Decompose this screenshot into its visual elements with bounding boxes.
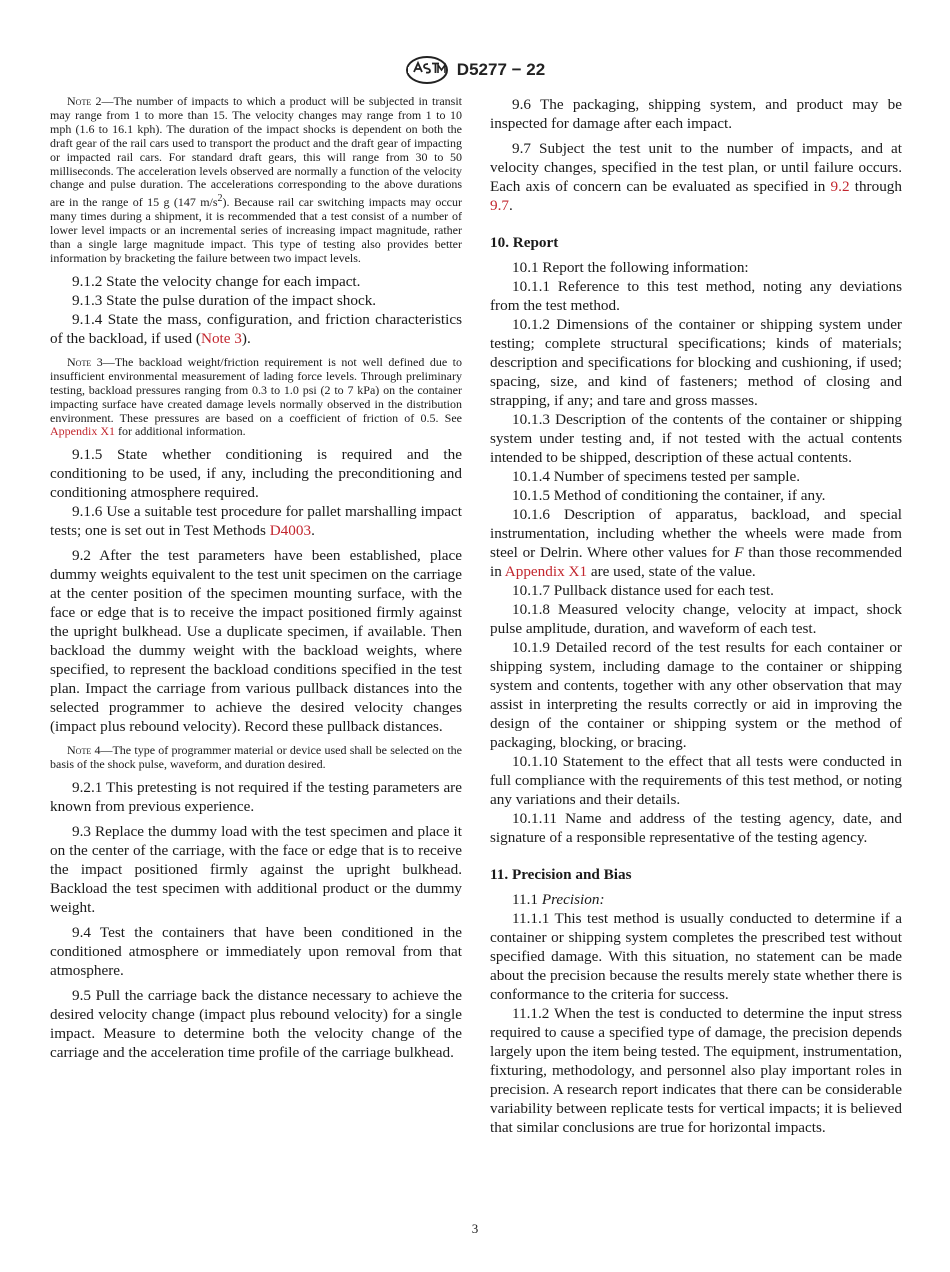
para-9-1-3: 9.1.3 State the pulse duration of the impact shock. — [72, 291, 377, 309]
para-9-6: 9.6 The packaging, shipping system, and product may be inspected for damage after each impact. — [490, 96, 902, 132]
para-text-end: are used, state of the value. — [587, 563, 756, 580]
para-9-2: 9.2 After the test parameters have been established, place dummy weights equivalent to the test unit specimen on the carriage at the center position of the specimen mounting surface, with the face or edge that is to receive the impact positioned firmly against the upright bulkhead. Use a duplicate specimen, if available. Then backload the dummy weight with the backload weights, where specified, to represent the backload conditions specified in the test plan. Impact the carriage from various pullback distances into the selected programmer to achieve the desired velocity changes (impact plus rebound velocity). Record these pullback distances. — [50, 547, 462, 736]
section-9-7-link[interactable]: 9.7 — [490, 197, 509, 214]
para-10-1-11: 10.1.11 Name and address of the testing agency, date, and signature of a responsible representative of the testing agency. — [490, 810, 902, 846]
para-text-end: . — [311, 522, 315, 540]
para-text: 9.7 Subject the test unit to the number of impacts, and at velocity changes, specified in the test plan, or until failure occurs. Each axis of concern can be evaluated as specified in — [490, 140, 902, 195]
astm-logo-icon — [405, 54, 449, 86]
left-column — [50, 95, 462, 1062]
note-3-link[interactable]: Note 3 — [200, 329, 242, 347]
para-10-1-5: 10.1.5 Method of conditioning the container, if any. — [512, 487, 826, 504]
para-text-end: ). — [241, 329, 251, 347]
para-text-end: . — [508, 197, 513, 214]
precision-label: Precision: — [541, 891, 605, 908]
superscript: 2 — [217, 193, 223, 205]
para-10-1: 10.1 Report the following information: — [512, 259, 749, 276]
para-11-1-1: 11.1.1 This test method is usually conducted to determine if a container or shipping system completes the prescribed test without specified damage. With this situation, no statement can be made about the precision because the results merely state whether there is conformance to the criteria for success. — [490, 910, 902, 1003]
para-10-1-6 — [490, 505, 902, 581]
note-label: Note — [67, 94, 92, 108]
para-10-1-2: 10.1.2 Dimensions of the container or shipping system under testing; complete structural specifications; kinds of materials; description and specifications for blocking and cushioning, if used; spacing, size, and kind of fasteners; method of closing and strapping, if any; and tare and gross masses. — [490, 316, 902, 409]
note-4 — [50, 744, 462, 772]
para-text: 9.1.6 Use a suitable test procedure for pallet marshalling impact tests; one is set out in Test Methods — [50, 503, 462, 540]
para-10-1-10: 10.1.10 Statement to the effect that all tests were conducted in full compliance with the requirements of this test method, or noting any variations and their details. — [490, 753, 902, 808]
para-9-5: 9.5 Pull the carriage back the distance necessary to achieve the desired velocity change (impact plus rebound velocity) for a single impact. Measure to determine both the velocity change of the carriage and the acceleration time profile of the carriage bulkhead. — [50, 987, 462, 1062]
note-3-text: 3—The backload weight/friction requirement is not well defined due to insufficient environmental measurement of lading force levels. Through preliminary testing, backload pressures ranging from 0.3 to 1.0 psi (2 to 7 kPa) on the container impacting surface have created damage levels normally observed in the distribution environment. These pressures are based on a coefficient of friction of 0.5. See — [50, 354, 462, 425]
para-text-mid: through — [849, 178, 902, 195]
appendix-x1-link[interactable]: Appendix X1 — [50, 424, 115, 439]
para-10-1-3: 10.1.3 Description of the contents of the container or shipping system under testing and, if not tested with the actual contents intended to be shipped, description of these actual contents. — [490, 411, 902, 466]
para-11-1 — [490, 890, 902, 909]
note-label: Note — [67, 743, 92, 758]
page-header — [0, 54, 950, 86]
para-10-1-7: 10.1.7 Pullback distance used for each test. — [512, 582, 774, 599]
para-9-1-6 — [50, 502, 462, 540]
right-column — [490, 95, 902, 1137]
note-3 — [50, 356, 462, 439]
document-designation: D5277 − 22 — [456, 60, 546, 79]
italic-f: F — [734, 544, 744, 561]
section-10-heading: 10. Report — [490, 234, 559, 251]
para-9-1-4 — [50, 310, 462, 348]
note-label: Note — [67, 354, 92, 369]
note-2-text: 2—The number of impacts to which a product will be subjected in transit may range from 1 to more than 15. The velocity changes may range from 1 to 10 mph (1.6 to 16.1 kph). The duration of the impact shocks is dependent on both the draft gear of the rail cars used to transport the product and the draft gear of impacting or impacted rail cars. For standard draft gears, this will range from 30 to 50 milliseconds. The acceleration levels observed are normally a function of the velocity change and pulse duration. The accelerations corresponding to the above durations are in the range of 15 g (147 m/s — [50, 94, 462, 210]
para-11-1-2: 11.1.2 When the test is conducted to determine the input stress required to cause a specified type of damage, the precision depends largely upon the item being tested. The equipment, instrumentation, fixturing, methodology, and personnel also play important roles in precision. A research report indicates that there can be considerable variability between replicate tests for vertical impacts; it is believed that similar conclusions are true for horizontal impacts. — [490, 1005, 902, 1136]
para-9-1-5: 9.1.5 State whether conditioning is required and the conditioning to be used, if any, including the preconditioning and conditioning atmosphere required. — [50, 446, 462, 502]
section-11-heading: 11. Precision and Bias — [490, 866, 632, 883]
para-9-4: 9.4 Test the containers that have been conditioned in the conditioned atmosphere or immediately upon removal from that atmosphere. — [50, 924, 462, 980]
para-10-1-9: 10.1.9 Detailed record of the test results for each container or shipping system, including damage to the container or shipping system and contents, together with any other observation that may assist in interpreting the results correctly or aid in improving the design of the container or shipping system or the method of packaging, blocking, or bracing. — [490, 639, 902, 751]
note-4-text: 4—The type of programmer material or device used shall be selected on the basis of the shock pulse, waveform, and duration desired. — [50, 743, 462, 772]
note-2 — [50, 95, 462, 266]
para-10-1-1: 10.1.1 Reference to this test method, noting any deviations from the test method. — [490, 278, 902, 314]
note-3-text-end: for additional information. — [115, 424, 246, 439]
note-2-text-end: ). Because rail car switching impacts may occur many times during a shipment, it is recommended that a test consist of a number of lower level impacts or an incremental series of increasing impact magnitude, rather than a single large magnitude impact. This type of testing also provides better information by bracketing the failure between two impact levels. — [50, 195, 462, 265]
para-text: 10.1.6 Description of apparatus, backload, and special instrumentation, including whether the wheels were made from steel or Delrin. Where other values for — [490, 506, 902, 561]
page-number: 3 — [471, 1221, 479, 1236]
para-text: 9.1.4 State the mass, configuration, and friction characteristics of the backload, if used ( — [50, 310, 462, 347]
para-9-3: 9.3 Replace the dummy load with the test specimen and place it on the center of the carriage, with the face or edge that is to receive the impact positioned firmly against the upright bulkhead. Backload the test specimen with additional product or the dummy weight. — [50, 823, 462, 917]
para-10-1-8: 10.1.8 Measured velocity change, velocity at impact, shock pulse amplitude, duration, and waveform of each test. — [490, 601, 902, 637]
para-number: 11.1 — [512, 891, 542, 908]
para-9-7 — [490, 139, 902, 215]
appendix-x1-link[interactable]: Appendix X1 — [504, 563, 588, 580]
d4003-link[interactable]: D4003 — [269, 522, 312, 540]
para-10-1-4: 10.1.4 Number of specimens tested per sample. — [512, 468, 801, 485]
para-9-2-1: 9.2.1 This pretesting is not required if the testing parameters are known from previous experience. — [50, 779, 462, 816]
section-9-2-link[interactable]: 9.2 — [830, 178, 850, 195]
para-9-1-2: 9.1.2 State the velocity change for each impact. — [72, 272, 361, 290]
para-text-mid: than those recommended in — [490, 544, 902, 580]
